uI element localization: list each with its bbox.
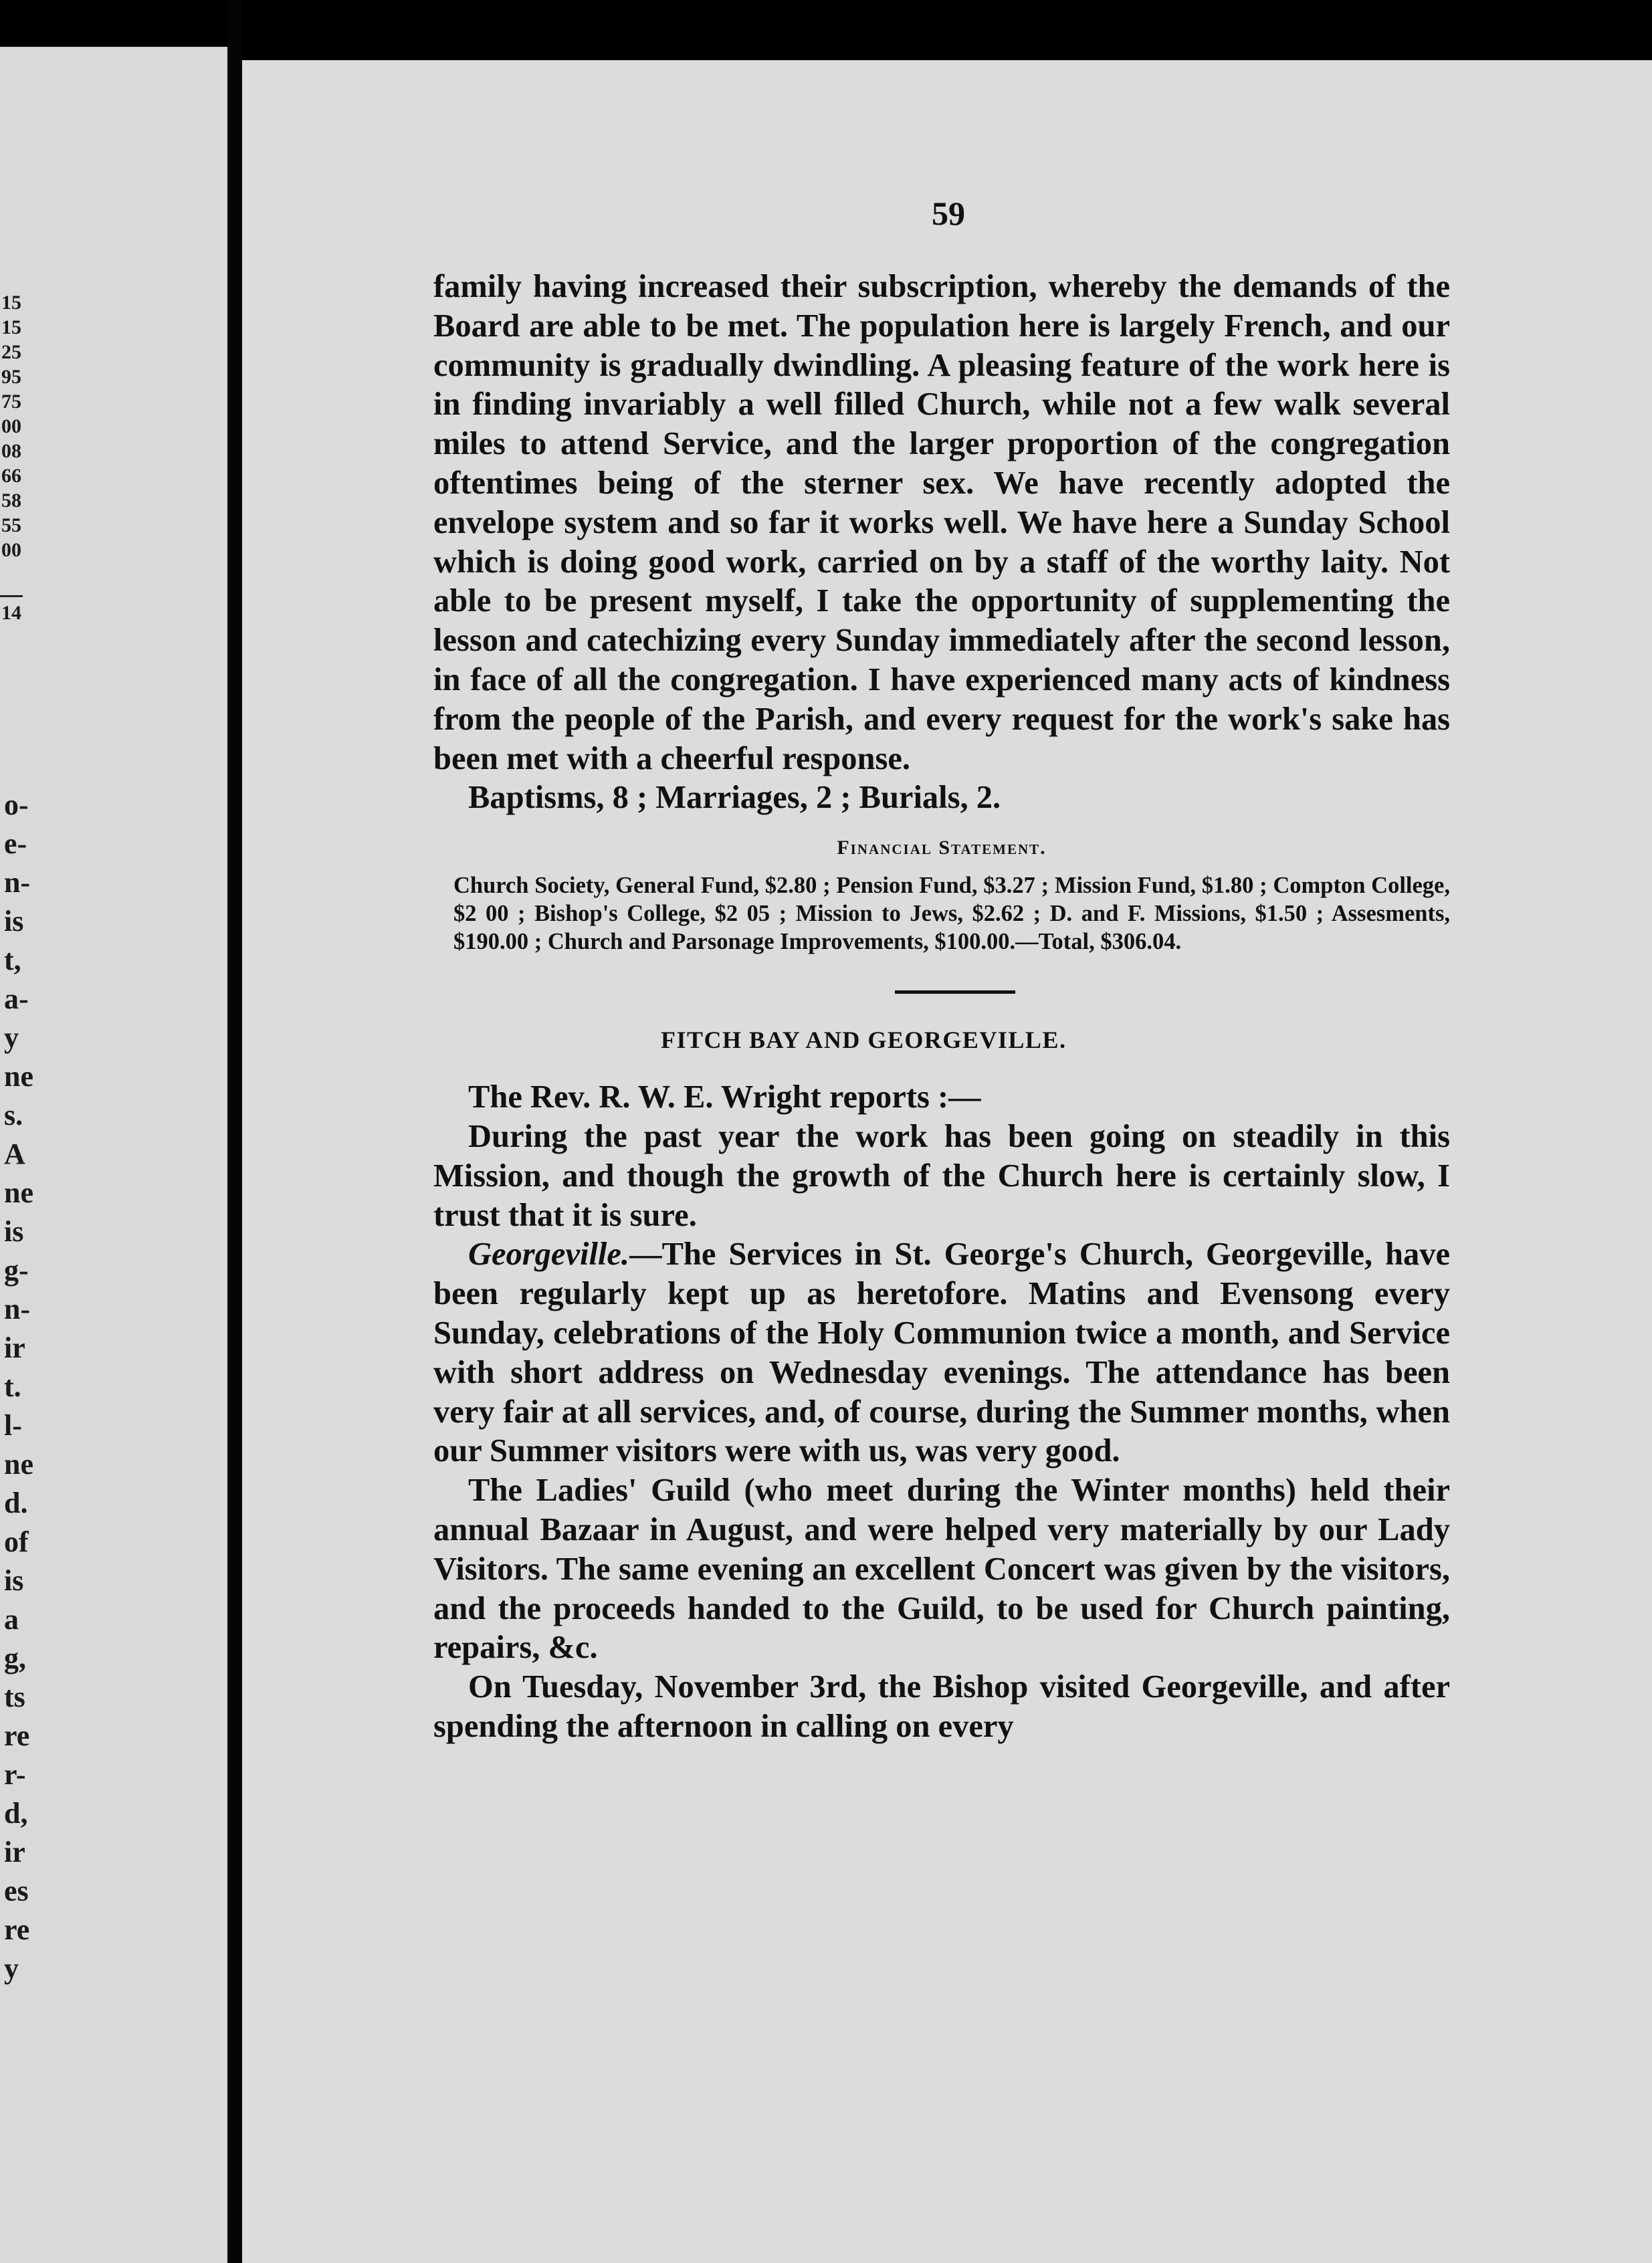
- paragraph-bishop-visit: On Tuesday, November 3rd, the Bishop visited Georgeville, and after spending the afternoon in calling on every: [433, 1669, 1450, 1744]
- paragraph-ladies-guild: The Ladies' Guild (who meet during the Winter months) held their annual Bazaar in August, and were helped very materially by our Lady Visitors. The same evening an excellent Concert was given by the visitors, and the proceeds handed to the Guild, to be used for Church painting, repairs, &c.: [433, 1473, 1450, 1666]
- left-page-fragment: a: [4, 1603, 19, 1636]
- financial-statement-heading: Financial Statement.: [837, 837, 1047, 859]
- left-page-number: 55: [1, 514, 21, 536]
- left-page-fragment: a-: [4, 982, 29, 1015]
- left-page-number: 66: [1, 465, 21, 487]
- left-page-fragment: ts: [4, 1681, 25, 1713]
- left-page-fragment: re: [4, 1913, 30, 1946]
- left-page-fragment: is: [4, 1564, 24, 1597]
- left-page-fragment: y: [4, 1021, 19, 1054]
- georgeville-text: —The Services in St. George's Church, Georgeville, have been regularly kept up as heretofore. Matins and Evensong every Sunday, celebrations of the Holy Communion twice a month, and Service with short address on Wednesday evenings. The attendance has been very fair at all services, and, of course, during the Summer months, when our Summer visitors were with us, was very good.: [433, 1236, 1450, 1469]
- left-page-fragment: A: [4, 1138, 25, 1170]
- left-page-fragment: ne: [4, 1176, 33, 1209]
- left-page-number: 15: [1, 292, 21, 314]
- financial-statement-text: Church Society, General Fund, $2.80 ; Pension Fund, $3.27 ; Mission Fund, $1.80 ; Compton College, $2 00 ; Bishop's College, $2 05 ; Mission to Jews, $2.62 ; D. and F. Missions, $1.50 ; Assesments, $190.00 ; Church and Parsonage Improvements, $100.00.—Total, $306.04.: [453, 873, 1450, 955]
- section-title: FITCH BAY AND GEORGEVILLE.: [661, 1027, 1067, 1054]
- paragraph-continuation: family having increased their subscription, whereby the demands of the Board are able to be met. The population here is largely French, and our community is gradually dwindling. A pleasing feature of the work here is in finding invariably a well filled Church, while not a few walk several miles to attend Service, and the larger proportion of the congregation oftentimes being of the sterner sex. We have recently adopted the envelope system and so far it works well. We have here a Sunday School which is doing good work, carried on by a staff of the worthy laity. Not able to be present myself, I take the opportunity of supplementing the lesson and catechizing every Sunday immediately after the second lesson, in face of all the congregation. I have experienced many acts of kindness from the people of the Parish, and every request for the work's sake has been met with a cheerful response.: [433, 269, 1450, 776]
- left-page-fragment: y: [4, 1952, 19, 1985]
- left-page-number: 75: [1, 391, 21, 413]
- left-page-fragment: e-: [4, 827, 27, 860]
- left-page-number: 00: [1, 415, 21, 437]
- page-number: 59: [932, 195, 965, 232]
- page-59: [242, 60, 1652, 2263]
- left-page-fragment: t.: [4, 1370, 21, 1403]
- left-page-fragment: g,: [4, 1642, 26, 1675]
- book-gutter: [227, 0, 242, 2263]
- left-page-number: 08: [1, 440, 21, 462]
- left-page-number: 15: [1, 316, 21, 338]
- report-intro: The Rev. R. W. E. Wright reports :—: [468, 1079, 981, 1115]
- left-page-fragment: is: [4, 1215, 24, 1248]
- parish-statistics: Baptisms, 8 ; Marriages, 2 ; Burials, 2.: [468, 780, 1001, 816]
- left-page-number: 95: [1, 366, 21, 388]
- left-page-fragment: d.: [4, 1487, 28, 1519]
- left-page-rule: [0, 595, 23, 597]
- left-page-fragment: n-: [4, 1293, 31, 1325]
- paragraph-mission: During the past year the work has been going on steadily in this Mission, and though the growth of the Church here is certainly slow, I trust that it is sure.: [433, 1118, 1450, 1233]
- page-text: [433, 267, 1450, 1747]
- left-page-fragment: n-: [4, 866, 31, 899]
- left-page-fragment: g-: [4, 1254, 29, 1287]
- georgeville-label: Georgeville.: [468, 1236, 630, 1273]
- left-page-number: 25: [1, 341, 21, 363]
- left-page-fragment: ne: [4, 1060, 33, 1093]
- left-page-fragment: s.: [4, 1099, 23, 1132]
- left-page-fragment: of: [4, 1525, 29, 1558]
- left-page-fragment: es: [4, 1874, 29, 1907]
- left-page-fragment: l-: [4, 1409, 22, 1442]
- section-divider: [895, 990, 1015, 994]
- left-page-fragment: o-: [4, 788, 29, 821]
- left-page-fragment: d,: [4, 1797, 28, 1830]
- left-page-fragment: t,: [4, 944, 21, 976]
- left-page-fragment: ir: [4, 1836, 25, 1868]
- left-page-number: 14: [1, 602, 21, 624]
- left-page-fragment: ne: [4, 1448, 33, 1481]
- left-page-fragment: ir: [4, 1331, 25, 1364]
- left-page-fragment: r-: [4, 1758, 26, 1791]
- left-page-fragment: re: [4, 1719, 30, 1752]
- left-page-number: 58: [1, 490, 21, 512]
- left-page-fragment: is: [4, 905, 24, 938]
- left-page-number: 00: [1, 539, 21, 561]
- paragraph-georgeville: [433, 1235, 1450, 1471]
- left-facing-page: [0, 47, 227, 2263]
